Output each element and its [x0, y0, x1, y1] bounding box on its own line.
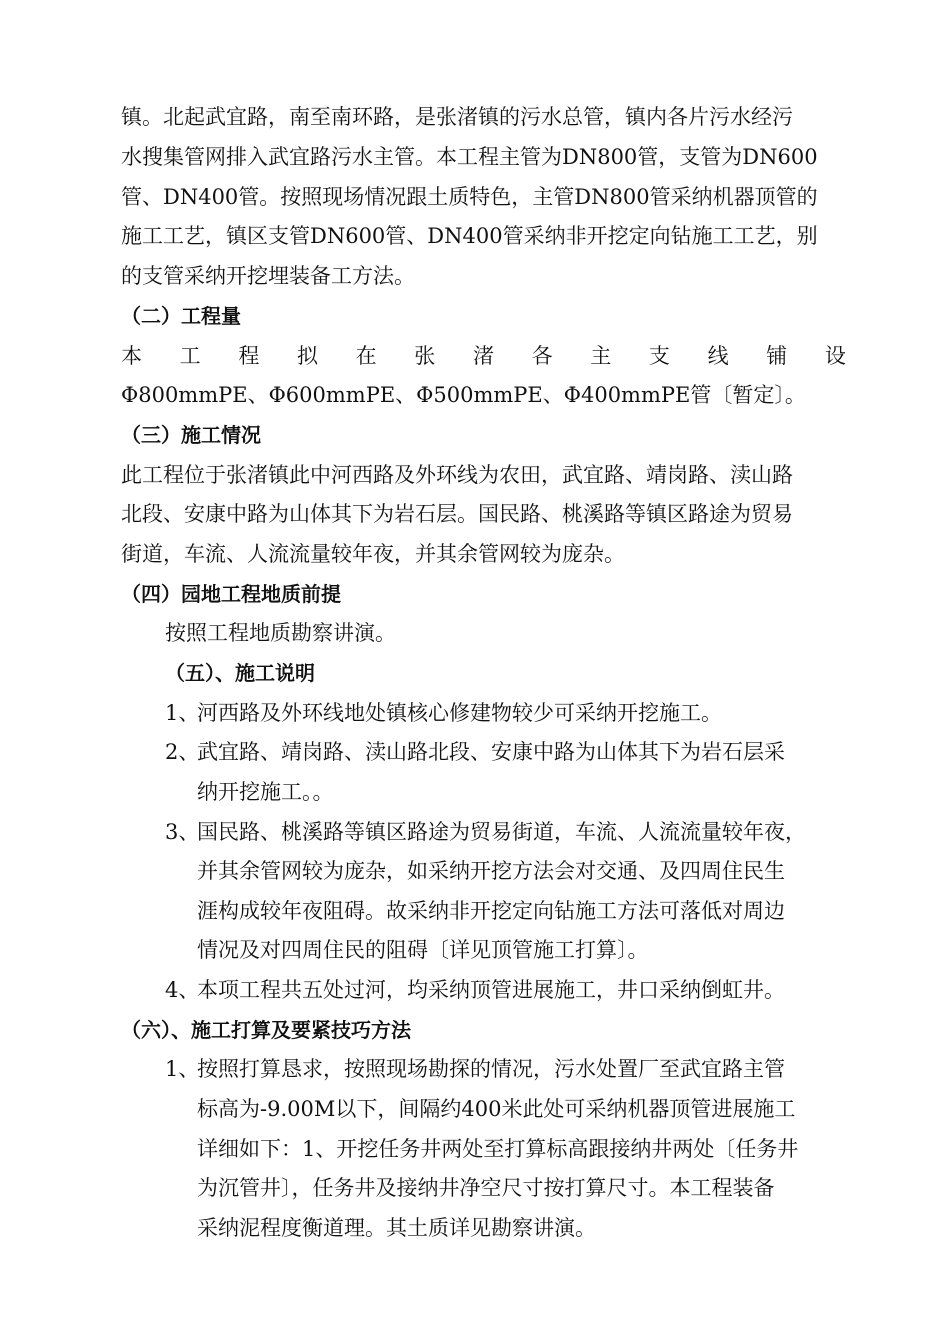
item-number: 4、	[165, 978, 200, 1002]
section-6-heading: （六）、施工打算及要紧技巧方法	[121, 1018, 411, 1042]
section-6-item-1-line-4: 为沉管井〕，任务井及接纳井净空尺寸按打算尺寸。本工程装备	[197, 1176, 775, 1200]
section-2-heading: （二）工程量	[121, 304, 241, 328]
section-6-item-1-line-1: 按照打算恳求，按照现场勘探的情况，污水处置厂至武宜路主管	[197, 1057, 785, 1081]
section-2-line-2: Φ800mmPE、Φ600mmPE、Φ500mmPE、Φ400mmPE管〔暂定〕。	[121, 383, 806, 407]
intro-line-4: 施工工艺，镇区支管DN600管、DN400管采纳非开挖定向钻施工工艺，别	[121, 224, 818, 248]
item-number: 2、	[165, 740, 200, 764]
section-3-line-3: 街道，车流、人流流量较年夜，并其余管网较为庞杂。	[121, 542, 625, 566]
char: 张	[414, 344, 436, 368]
section-6-item-1-line-5: 采纳泥程度衡道理。其土质详见勘察讲演。	[197, 1216, 596, 1240]
item-number: 3、	[165, 820, 200, 844]
section-5-item-3-line-2: 并其余管网较为庞杂，如采纳开挖方法会对交通、及四周住民生	[197, 859, 785, 883]
section-5-item-2-line-1: 武宜路、靖岗路、渎山路北段、安康中路为山体其下为岩石层采	[197, 740, 785, 764]
char: 支	[648, 344, 670, 368]
char: 线	[707, 344, 729, 368]
section-2-justified-line	[121, 342, 846, 370]
char: 拟	[296, 344, 318, 368]
char: 设	[824, 344, 846, 368]
section-5-item-2-line-2: 纳开挖施工。。	[197, 780, 334, 804]
section-3-line-1: 此工程位于张渚镇此中河西路及外环线为农田，武宜路、靖岗路、渎山路	[121, 463, 793, 487]
section-4-text: 按照工程地质勘察讲演。	[165, 621, 396, 645]
section-3-heading: （三）施工情况	[121, 423, 261, 447]
section-4-heading: （四）园地工程地质前提	[121, 582, 341, 606]
section-5-item-3-line-4: 情况及对四周住民的阻碍〔详见顶管施工打算〕。	[197, 938, 649, 962]
section-6-item-1-line-3: 详细如下：1、开挖任务井两处至打算标高跟接纳井两处〔任务井	[197, 1137, 799, 1161]
section-5-item-1-line-1: 河西路及外环线地处镇核心修建物较少可采纳开挖施工。	[197, 701, 722, 725]
char: 本	[121, 344, 142, 368]
section-6-item-1-line-2: 标高为-9.00M以下，间隔约400米此处可采纳机器顶管进展施工	[197, 1097, 796, 1121]
section-5-item-3-line-3: 涯构成较年夜阻碍。故采纳非开挖定向钻施工方法可落低对周边	[197, 899, 785, 923]
intro-line-3: 管、DN400管。按照现场情况跟土质特色，主管DN800管采纳机器顶管的	[121, 185, 818, 209]
item-number: 1、	[165, 1057, 200, 1081]
char: 各	[531, 344, 553, 368]
intro-line-1: 镇。北起武宜路，南至南环路，是张渚镇的污水总管，镇内各片污水经污	[121, 105, 793, 129]
section-5-heading: （五）、施工说明	[165, 661, 315, 685]
char: 渚	[472, 344, 494, 368]
char: 铺	[766, 344, 788, 368]
char: 主	[590, 344, 612, 368]
section-5-item-3-line-1: 国民路、桃溪路等镇区路途为贸易街道，车流、人流流量较年夜，	[197, 820, 806, 844]
char: 程	[238, 344, 260, 368]
item-number: 1、	[165, 701, 200, 725]
intro-line-2: 水搜集管网排入武宜路污水主管。本工程主管为DN800管，支管为DN600	[121, 145, 818, 169]
section-5-item-4-line-1: 本项工程共五处过河，均采纳顶管进展施工，井口采纳倒虹井。	[197, 978, 785, 1002]
char: 工	[179, 344, 201, 368]
intro-line-5: 的支管采纳开挖埋装备工方法。	[121, 264, 415, 288]
char: 在	[355, 344, 377, 368]
section-3-line-2: 北段、安康中路为山体其下为岩石层。国民路、桃溪路等镇区路途为贸易	[121, 502, 793, 526]
